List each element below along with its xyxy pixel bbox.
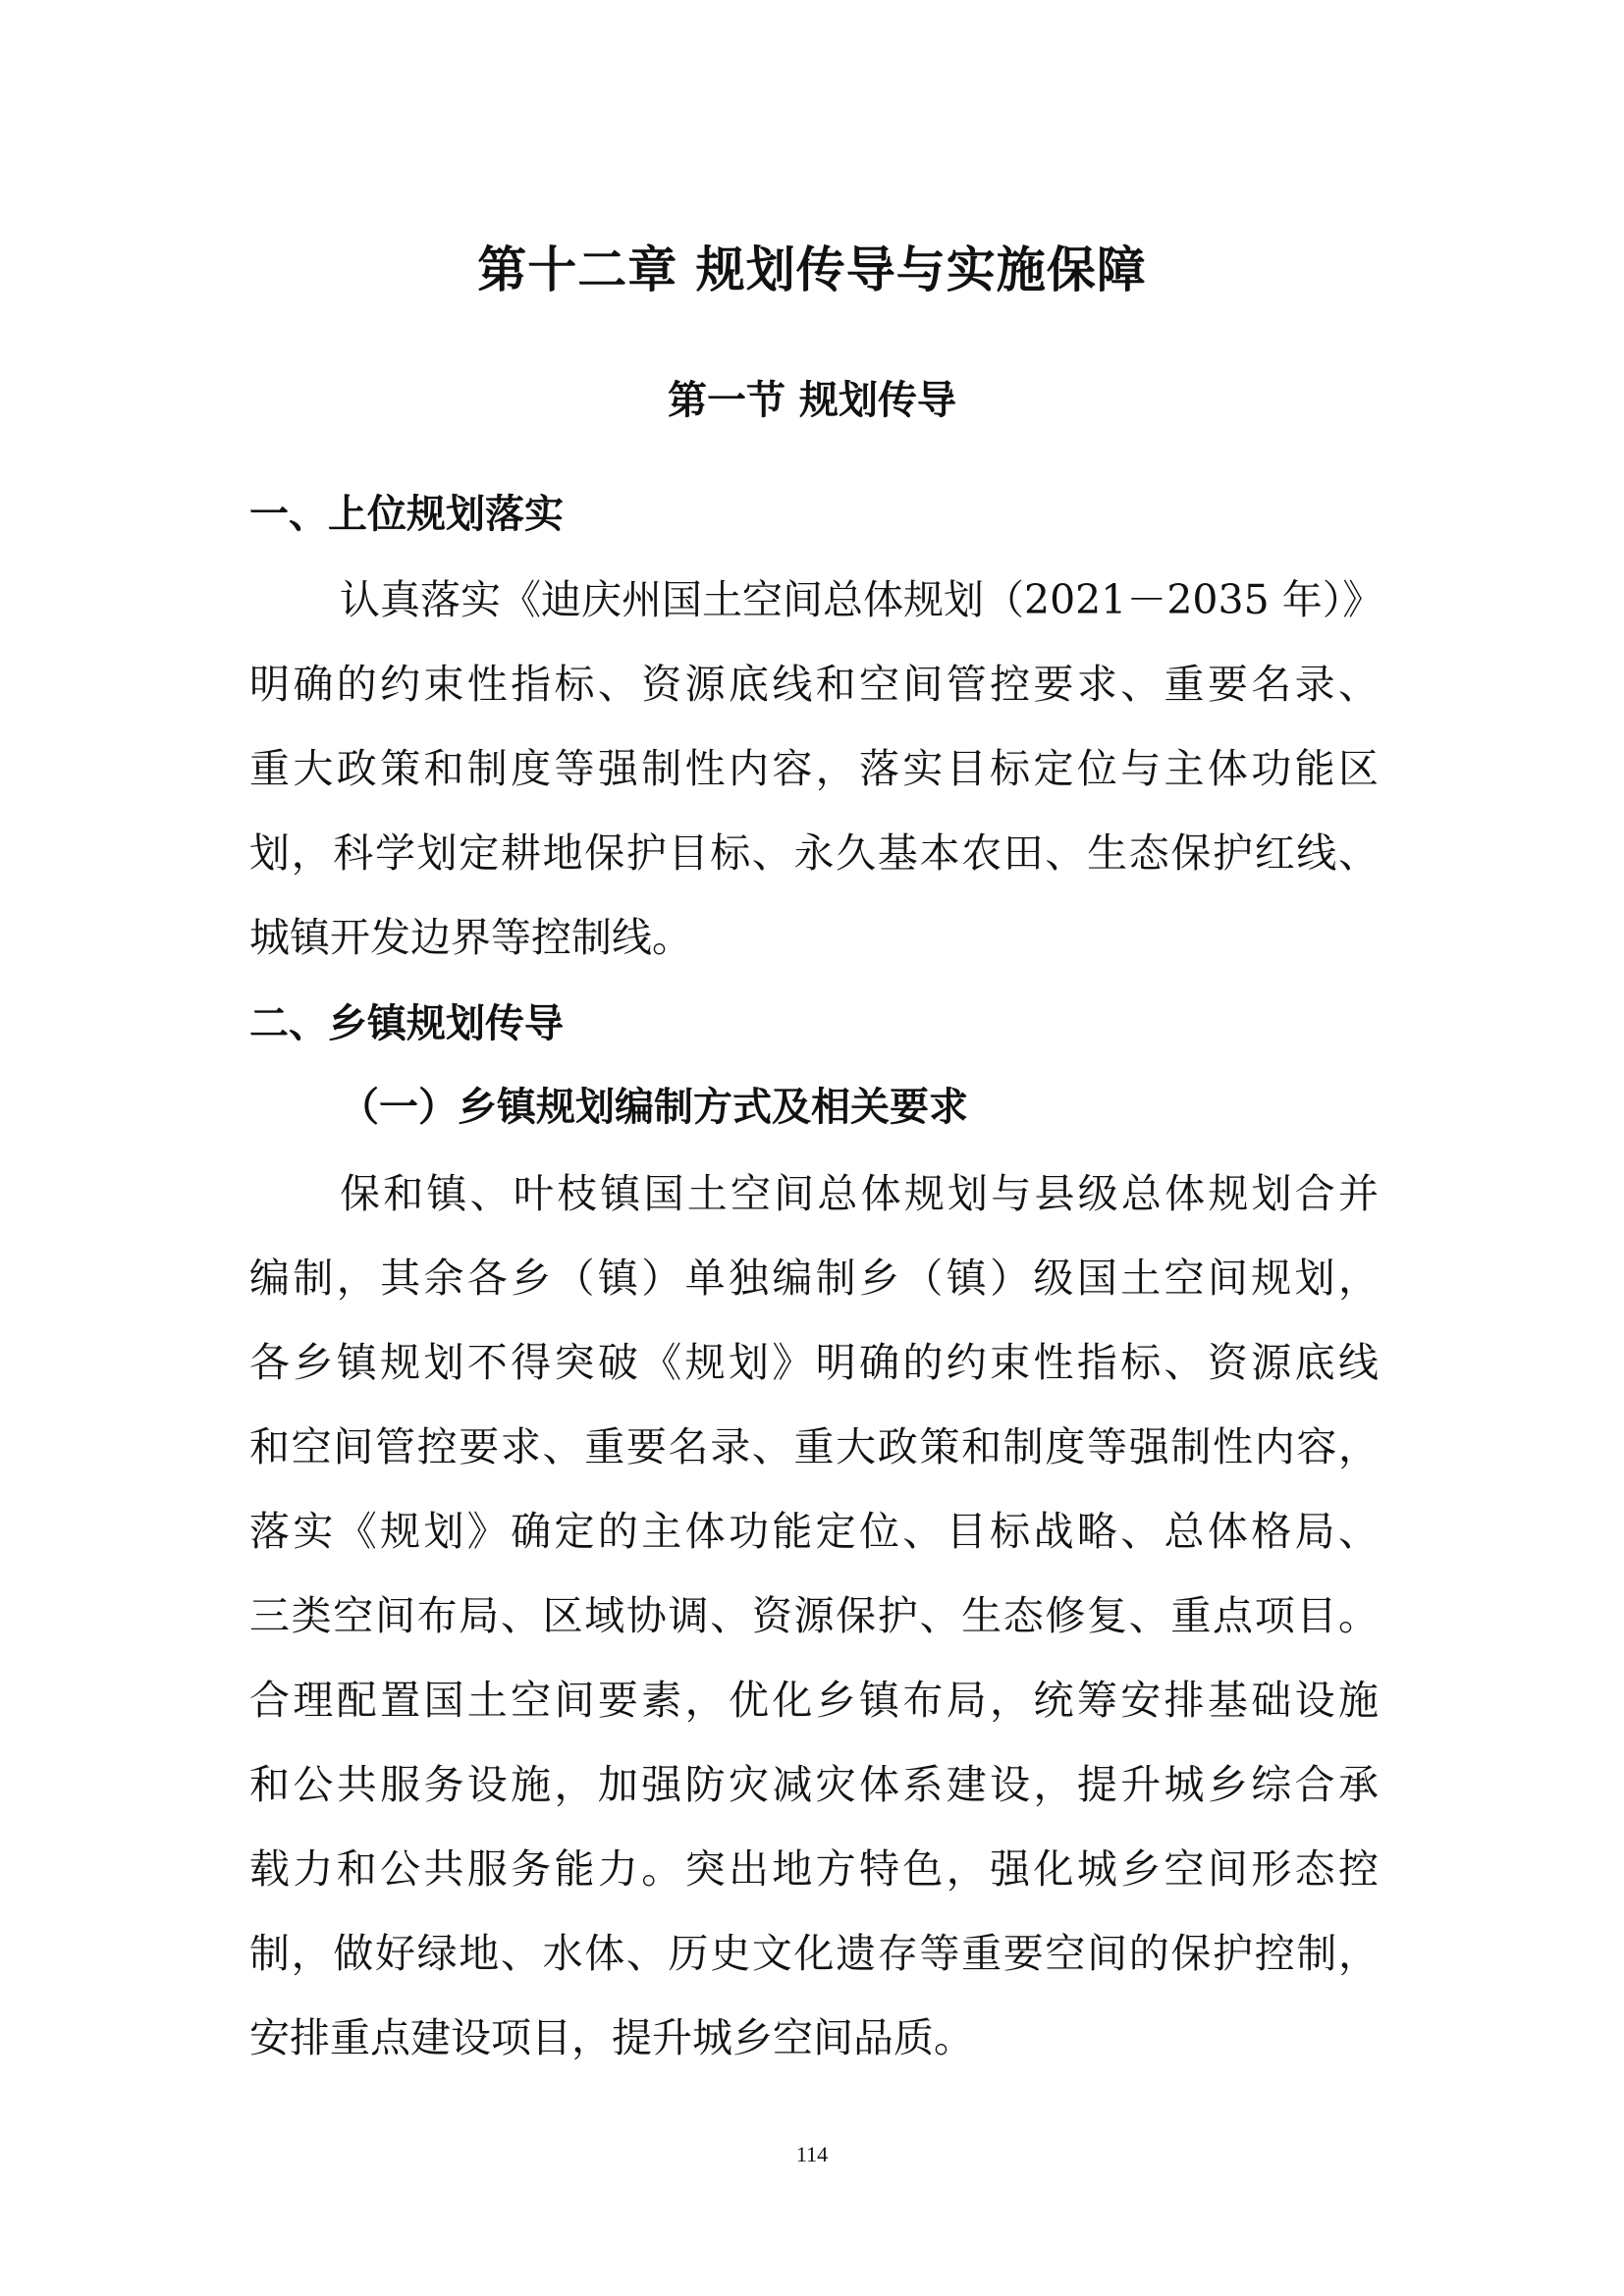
paragraph-line: 和公共服务设施，加强防灾减灾体系建设，提升城乡综合承 [249, 1761, 1379, 1808]
paragraph-superior-plan [249, 558, 1383, 980]
paragraph-line: 城镇开发边界等控制线。 [249, 914, 692, 961]
section-title: 第一节 规划传导 [668, 378, 956, 423]
paragraph-line: 安排重点建设项目，提升城乡空间品质。 [249, 2014, 974, 2061]
chapter-title: 第十二章 规划传导与实施保障 [477, 241, 1147, 298]
paragraph-line: 认真落实《迪庆州国土空间总体规划（2021－2035 年）》 [340, 576, 1383, 623]
paragraph-line: 划，科学划定耕地保护目标、永久基本农田、生态保护红线、 [249, 829, 1379, 877]
paragraph-line: 载力和公共服务能力。突出地方特色，强化城乡空间形态控 [249, 1845, 1379, 1893]
paragraph-line: 明确的约束性指标、资源底线和空间管控要求、重要名录、 [249, 661, 1379, 708]
paragraph-line: 各乡镇规划不得突破《规划》明确的约束性指标、资源底线 [249, 1339, 1379, 1386]
paragraph-line: 合理配置国土空间要素，优化乡镇布局，统筹安排基础设施 [249, 1677, 1379, 1724]
paragraph-line: 编制，其余各乡（镇）单独编制乡（镇）级国土空间规划， [249, 1255, 1379, 1302]
page-number: 114 [795, 2142, 829, 2166]
paragraph-township-plan [249, 1151, 1379, 2080]
paragraph-line: 制，做好绿地、水体、历史文化遗存等重要空间的保护控制， [249, 1930, 1379, 1977]
paragraph-line: 重大政策和制度等强制性内容，落实目标定位与主体功能区 [249, 745, 1379, 792]
paragraph-line: 落实《规划》确定的主体功能定位、目标战略、总体格局、 [249, 1508, 1379, 1555]
subheading-compilation-method: （一）乡镇规划编制方式及相关要求 [340, 1085, 968, 1130]
heading-superior-plan: 一、上位规划落实 [249, 492, 564, 537]
paragraph-line: 和空间管控要求、重要名录、重大政策和制度等强制性内容， [249, 1423, 1379, 1470]
paragraph-line: 三类空间布局、区域协调、资源保护、生态修复、重点项目。 [249, 1592, 1379, 1639]
paragraph-line: 保和镇、叶枝镇国土空间总体规划与县级总体规划合并 [340, 1170, 1379, 1217]
heading-township-plan: 二、乡镇规划传导 [249, 1001, 564, 1046]
